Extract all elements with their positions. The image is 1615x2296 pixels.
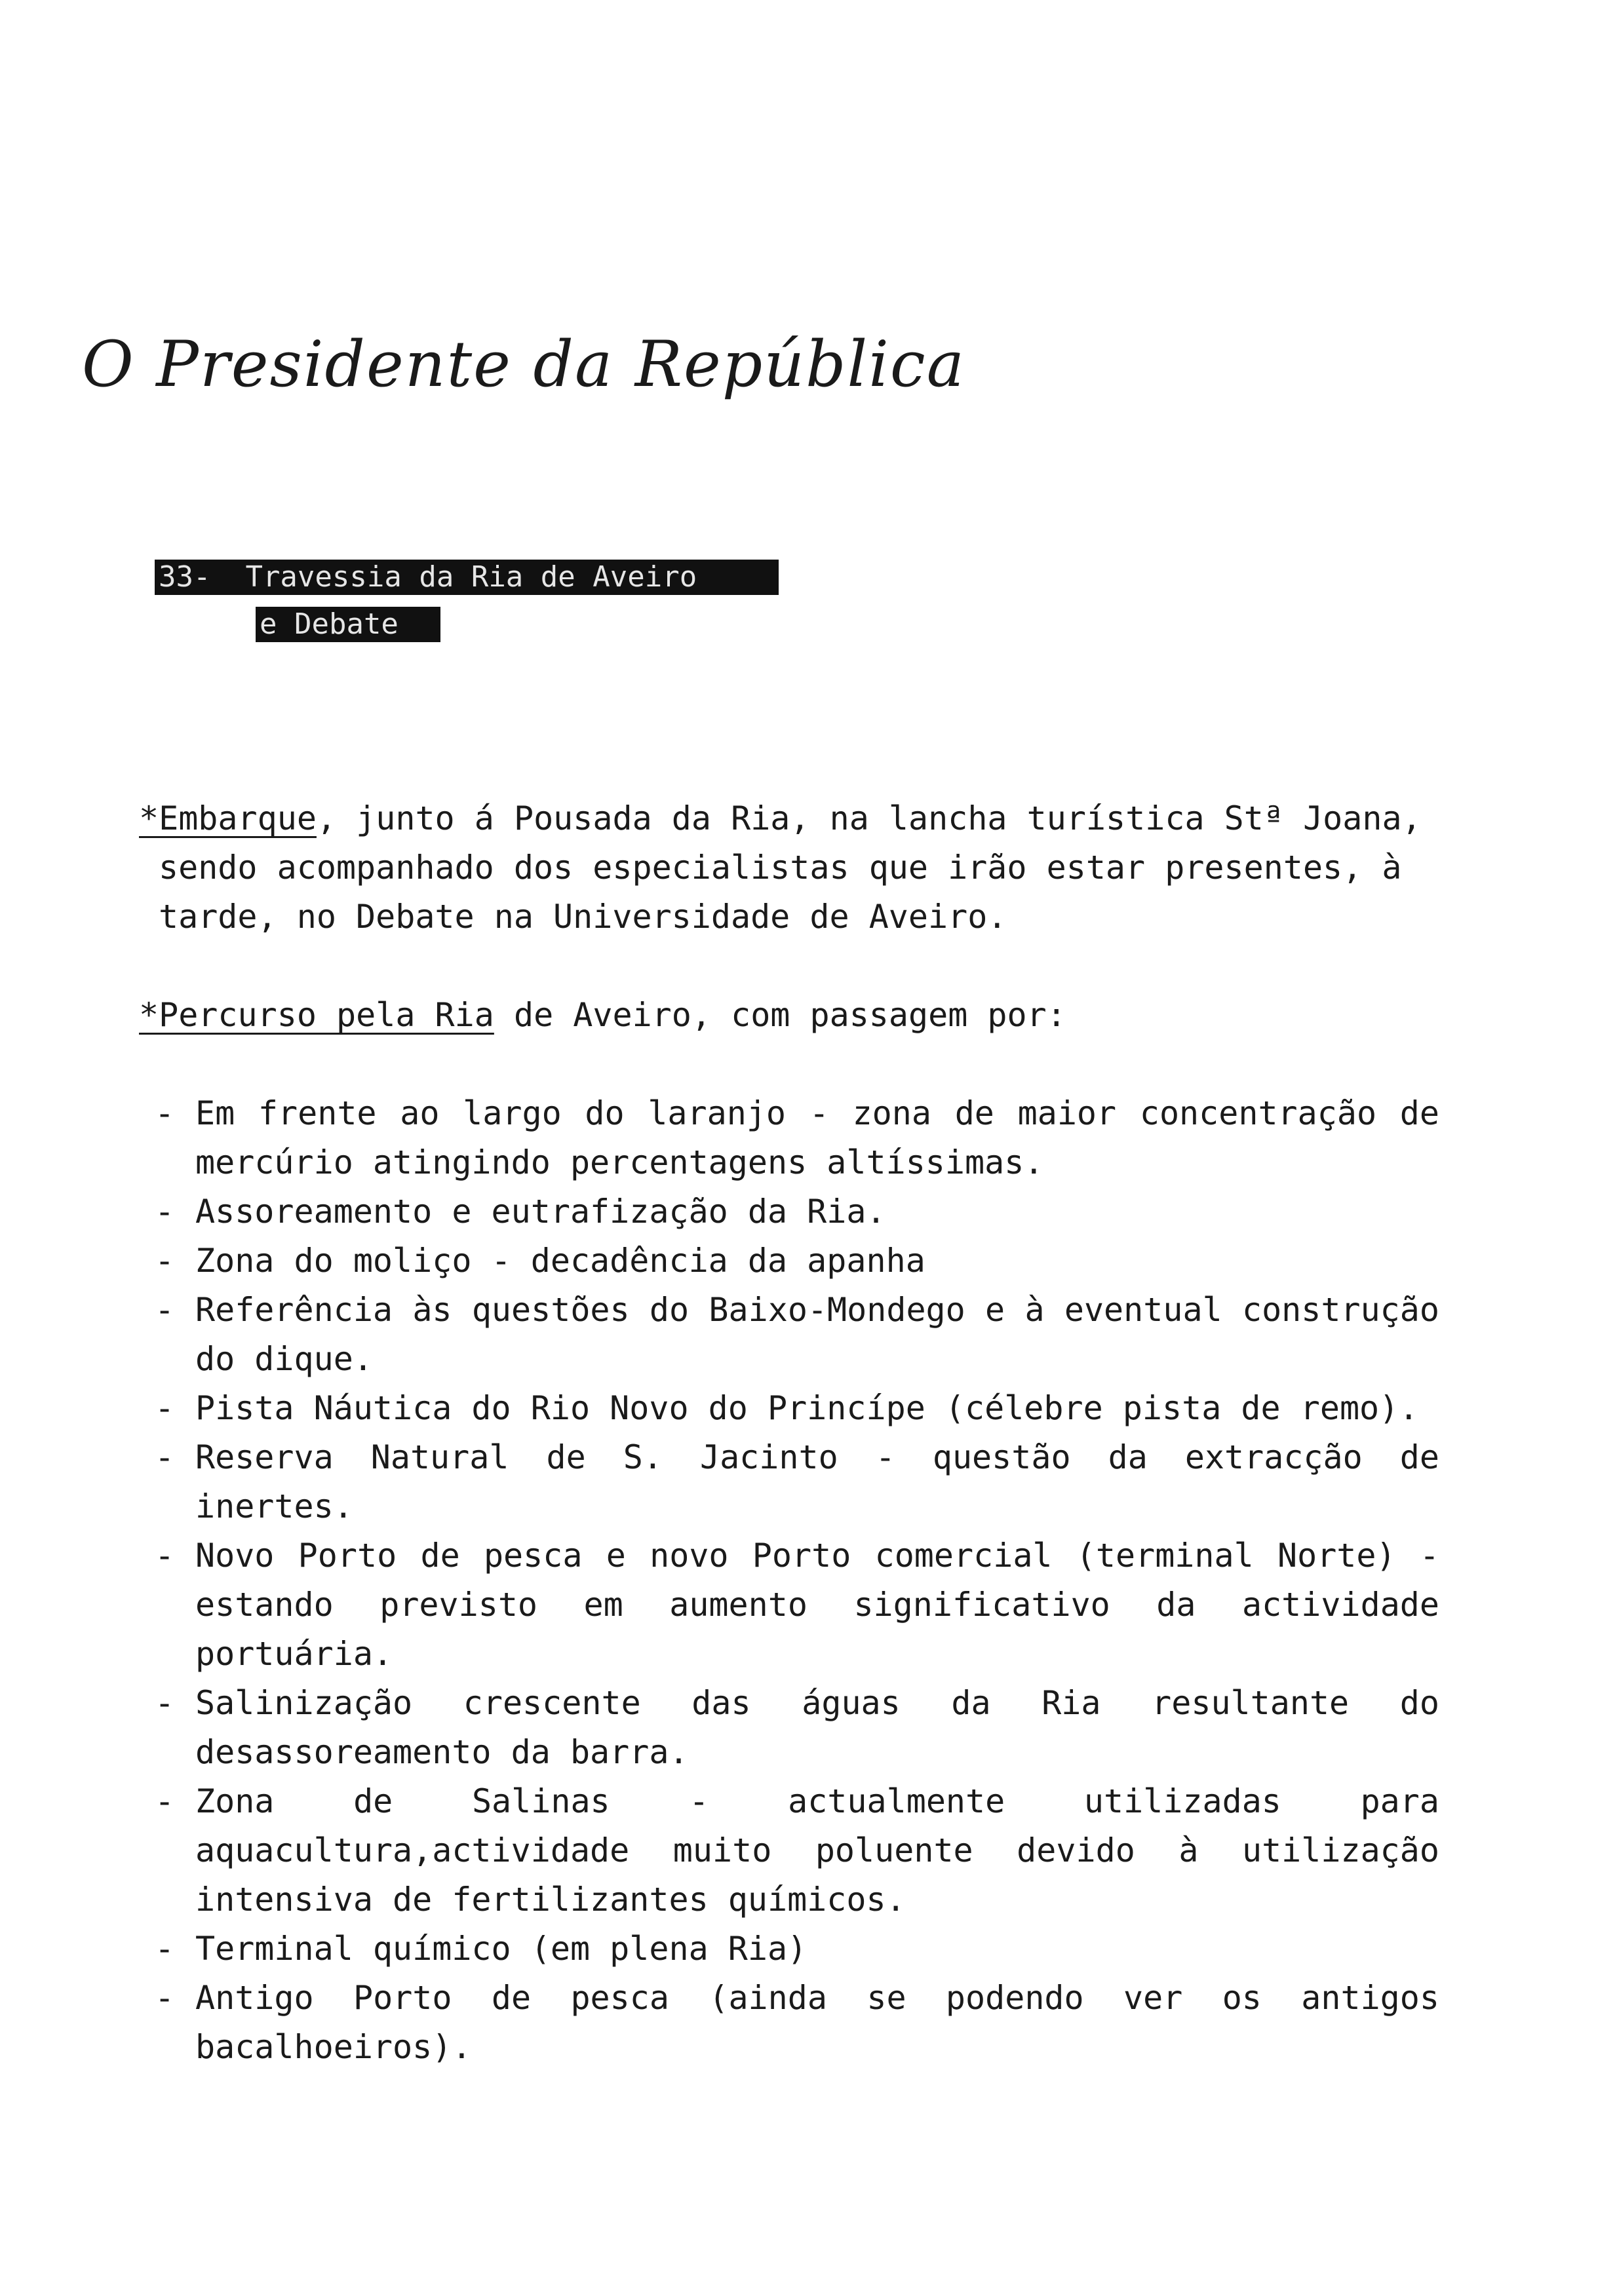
list-item: [155, 1433, 1439, 1531]
list-item: [155, 1089, 1439, 1187]
list-item-text: Reserva Natural de S. Jacinto - questão da extracção de inertes.: [195, 1438, 1439, 1525]
list-item: [155, 1187, 1439, 1236]
dash-marker: -: [155, 1979, 175, 2017]
list-item-text: Salinização crescente das águas da Ria resultante do desassoreamento da barra.: [195, 1684, 1439, 1771]
embarque-label: *Embarque: [139, 799, 317, 837]
list-item: [155, 1531, 1439, 1679]
list-item-text: Novo Porto de pesca e novo Porto comercial (terminal Norte) - estando previsto em aumento significativo da actividade portuária.: [195, 1537, 1439, 1673]
list-item: [155, 1384, 1439, 1433]
dash-marker: -: [155, 1438, 175, 1476]
dash-marker: -: [155, 1291, 175, 1329]
list-item-text: Pista Náutica do Rio Novo do Princípe (célebre pista de remo).: [195, 1389, 1419, 1427]
list-item: [155, 1286, 1439, 1384]
dash-marker: -: [155, 1094, 175, 1132]
dash-marker: -: [155, 1389, 175, 1427]
dash-marker: -: [155, 1193, 175, 1231]
list-item-text: Assoreamento e eutrafização da Ria.: [195, 1193, 886, 1231]
percurso-label: *Percurso pela Ria: [139, 996, 494, 1034]
embarque-line: [139, 794, 1437, 843]
section-heading-continued: e Debate: [256, 607, 440, 642]
list-item: [155, 1236, 1439, 1286]
embarque-line: tarde, no Debate na Universidade de Aveiro.: [159, 898, 1007, 936]
list-item-text: Terminal químico (em plena Ria): [195, 1930, 808, 1968]
list-item: [155, 1974, 1439, 2072]
percurso-line: [139, 991, 1437, 1040]
dash-marker: -: [155, 1242, 175, 1280]
embarque-text: , junto á Pousada da Ria, na lancha turística Stª Joana,: [316, 799, 1422, 837]
list-item-text: Referência às questões do Baixo-Mondego e à eventual construção do dique.: [195, 1291, 1439, 1378]
list-item-text: Em frente ao largo do laranjo - zona de maior concentração de mercúrio atingindo percentagens altíssimas.: [195, 1094, 1439, 1181]
percurso-paragraph: [139, 991, 1437, 1040]
section-heading: 33- Travessia da Ria de Aveiro: [155, 560, 779, 595]
dash-marker: -: [155, 1782, 175, 1820]
list-item: [155, 1777, 1439, 1924]
route-list: [155, 1089, 1439, 2072]
percurso-text: de Aveiro, com passagem por:: [494, 996, 1066, 1034]
embarque-line: sendo acompanhado dos especialistas que irão estar presentes, à: [159, 849, 1402, 887]
list-item-text: Zona do moliço - decadência da apanha: [195, 1242, 925, 1280]
dash-marker: -: [155, 1930, 175, 1968]
letterhead: O Presidente da República: [82, 328, 965, 401]
list-item-text: Zona de Salinas - actualmente utilizadas para aquacultura,actividade muito poluente devido à utilização intensiva de fertilizantes químicos.: [195, 1782, 1439, 1919]
list-item-text: Antigo Porto de pesca (ainda se podendo ver os antigos bacalhoeiros).: [195, 1979, 1439, 2066]
dash-marker: -: [155, 1537, 175, 1575]
list-item: [155, 1924, 1439, 1974]
list-item: [155, 1679, 1439, 1777]
embarque-paragraph: [139, 794, 1437, 942]
dash-marker: -: [155, 1684, 175, 1722]
